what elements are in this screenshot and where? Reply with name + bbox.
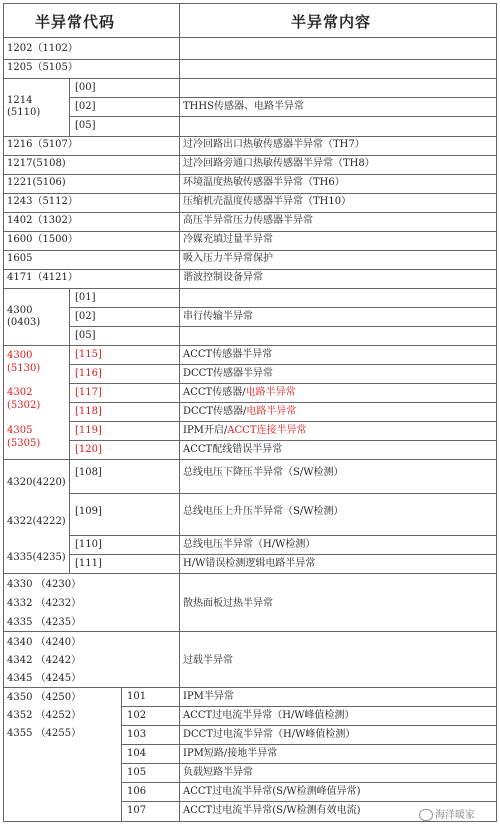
- watermark: 海洋暖家: [419, 806, 475, 821]
- code-1214-b: (5110): [7, 107, 41, 118]
- content-ipm: DCCT过电流半异常（H/W峰值检测）: [183, 729, 356, 740]
- code-heat: 4332 （4232）: [7, 598, 82, 609]
- content-1221: 环境温度热敏传感器半异常（TH6）: [183, 177, 345, 188]
- content-ipm: ACCT过电流半异常(S/W检测峰值异常): [183, 786, 361, 797]
- content-1605: 吸入压力半异常保护: [183, 253, 273, 264]
- code-1205: 1205（5105）: [7, 62, 78, 73]
- content-1600: 冷媒充填过量半异常: [183, 234, 273, 245]
- content-bus: 总线电压半异常（H/W检测）: [183, 539, 316, 550]
- wechat-icon: [419, 809, 433, 821]
- code-1202: 1202（1102）: [7, 43, 78, 54]
- code-1216: 1216（5107）: [7, 139, 78, 150]
- content-ipm: IPM半异常: [183, 691, 234, 702]
- fault-code-table: [3, 3, 497, 833]
- code-red: 4305: [7, 425, 33, 436]
- content-bus: 总线电压上升压半异常（S/W检测）: [183, 506, 344, 517]
- content-acct: IPM开启/ACCT连接半异常: [183, 425, 307, 436]
- content-load: 过载半异常: [183, 655, 233, 666]
- subcode: [111]: [75, 558, 102, 569]
- code-ipm: 4352 （4252）: [7, 710, 82, 721]
- subcode: [118]: [75, 406, 102, 417]
- subcode: [05]: [75, 330, 96, 341]
- header-content: 半异常内容: [291, 13, 372, 31]
- code-load: 4342 （4242）: [7, 655, 82, 666]
- subcode: [120]: [75, 444, 102, 455]
- code-red: 4300: [7, 350, 33, 361]
- subcode: [02]: [75, 101, 96, 112]
- code-heat: 4335 （4235）: [7, 617, 82, 628]
- content-acct: DCCT传感器半异常: [183, 368, 273, 379]
- subcode: [02]: [75, 311, 96, 322]
- code-red: 4302: [7, 387, 33, 398]
- content-1214: THHS传感器、电路半异常: [183, 101, 304, 112]
- subcode: 107: [127, 805, 147, 816]
- subcode: 106: [127, 786, 147, 797]
- code-load: 4345 （4245）: [7, 673, 82, 684]
- content-1217: 过冷回路旁通口热敏传感器半异常（TH8）: [183, 158, 375, 169]
- subcode: 105: [127, 767, 147, 778]
- content-acct: DCCT传感器/电路半异常: [183, 406, 297, 417]
- subcode: [110]: [75, 539, 102, 550]
- subcode: 102: [127, 710, 147, 721]
- subcode: [108]: [75, 467, 102, 478]
- content-acct: ACCT配线错误半异常: [183, 444, 283, 455]
- content-bus: 总线电压下降压半异常（S/W检测）: [183, 467, 344, 478]
- code-red: (5130): [7, 363, 41, 374]
- subcode: [00]: [75, 82, 96, 93]
- content-acct: ACCT传感器/电路半异常: [183, 387, 296, 398]
- subcode: [109]: [75, 506, 102, 517]
- code-ipm: 4350 （4250）: [7, 692, 82, 703]
- code-1605: 1605: [7, 253, 33, 264]
- subcode: 103: [127, 729, 147, 740]
- content-ipm: IPM短路/接地半异常: [183, 748, 278, 759]
- content-bus: H/W错误检测逻辑电路半异常: [183, 558, 316, 569]
- content-4300: 串行传输半异常: [183, 311, 253, 322]
- content-acct: ACCT传感器半异常: [183, 349, 273, 360]
- code-ipm: 4355 （4255）: [7, 728, 82, 739]
- content-4171: 谐波控制设备异常: [183, 272, 263, 283]
- code-4171: 4171（4121）: [7, 272, 78, 283]
- content-ipm: ACCT过电流半异常（H/W峰值检测）: [183, 710, 355, 721]
- content-1216: 过冷回路出口热敏传感器半异常（TH7）: [183, 139, 365, 150]
- subcode: [119]: [75, 425, 102, 436]
- content-ipm: ACCT过电流半异常(S/W检测有效电流): [183, 805, 361, 816]
- code-bus: 4322(4222): [7, 516, 66, 527]
- subcode: 104: [127, 748, 147, 759]
- subcode: [116]: [75, 368, 102, 379]
- code-red: (5305): [7, 438, 41, 449]
- content-1402: 高压半异常压力传感器半异常: [183, 215, 313, 226]
- code-1217: 1217(5108): [7, 158, 66, 169]
- code-1214-a: 1214: [7, 95, 33, 106]
- subcode: [117]: [75, 387, 102, 398]
- subcode: 101: [127, 691, 147, 702]
- code-4300-b: (0403): [7, 317, 41, 328]
- code-red: (5302): [7, 400, 41, 411]
- code-bus: 4335(4235): [7, 552, 66, 563]
- content-1243: 压缩机壳温度传感器半异常（TH10）: [183, 196, 352, 207]
- code-load: 4340 （4240）: [7, 637, 82, 648]
- subcode: [115]: [75, 349, 102, 360]
- content-heat: 散热面板过热半异常: [183, 598, 273, 609]
- code-1600: 1600（1500）: [7, 234, 78, 245]
- code-bus: 4320(4220): [7, 477, 66, 488]
- content-ipm: 负载短路半异常: [183, 767, 253, 778]
- header-code: 半异常代码: [35, 13, 116, 31]
- code-1221: 1221(5106): [7, 177, 66, 188]
- subcode: [01]: [75, 292, 96, 303]
- code-1243: 1243（5112）: [7, 196, 78, 207]
- code-heat: 4330 （4230）: [7, 579, 82, 590]
- code-4300-a: 4300: [7, 305, 33, 316]
- code-1402: 1402（1302）: [7, 215, 78, 226]
- subcode: [05]: [75, 120, 96, 131]
